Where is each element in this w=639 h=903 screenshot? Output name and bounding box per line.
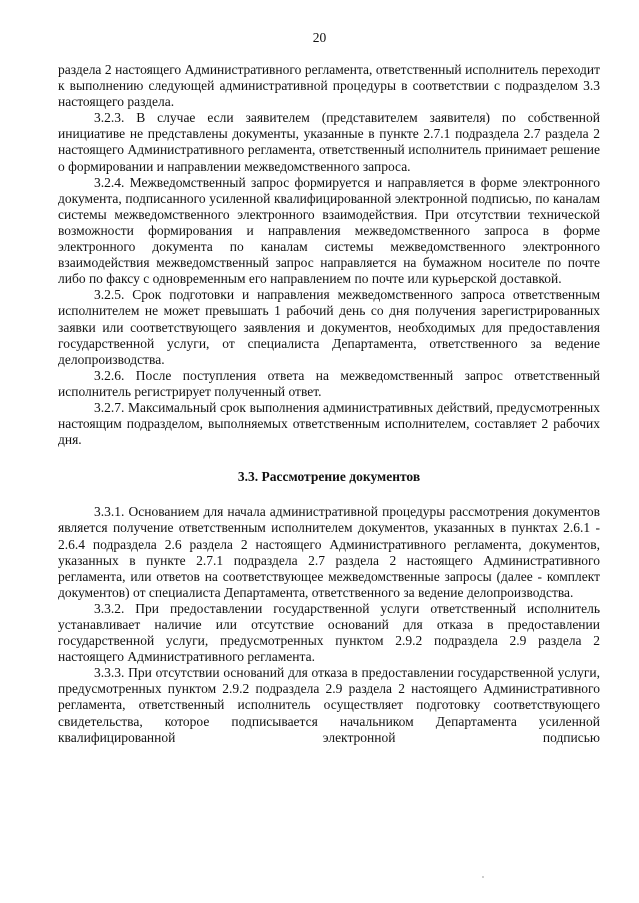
document-body — [58, 62, 600, 746]
page-number: 20 — [312, 30, 327, 45]
paragraph-3-2-7: 3.2.7. Максимальный срок выполнения административных действий, предусмотренных настоящим подразделом, выполняемых ответственным исполнителем, составляет 2 рабочих дня. — [58, 399, 600, 448]
paragraph-3-2-3: 3.2.3. В случае если заявителем (представителем заявителя) по собственной инициативе не представлены документы, указанные в пункте 2.7.1 подраздела 2.7 раздела 2 настоящего Административного регламента, ответственный исполнитель принимает решение о формировании и направлении межведомственного запроса. — [58, 110, 600, 174]
paragraph-3-2-4: 3.2.4. Межведомственный запрос формируется и направляется в форме электронного документа, подписанного усиленной квалифицированной электронной подписью, по каналам системы межведомственного электронного взаимодействия. При отсутствии технической возможности формирования и направления межведомственного запроса в форме электронного документа по каналам системы межведомственного электронного взаимодействия межведомственный запрос направляется на бумажном носителе по почте либо по факсу с одновременным его направлением по почте или курьерской доставкой. — [58, 174, 600, 287]
section-heading: 3.3. Рассмотрение документов — [237, 469, 421, 485]
paragraph-3-3-1: 3.3.1. Основанием для начала административной процедуры рассмотрения документов является получение ответственным исполнителем документов, указанных в пунктах 2.6.1 - 2.6.4 подраздела 2.6 раздела 2 настоящего Административного регламента, документов, указанных в пункте 2.7.1 подраздела 2.7 раздела 2 настоящего Административного регламента, или ответов на соответствующее межведомственные запросы (далее - комплект документов) от специалиста Департамента, ответственного за ведение делопроизводства. — [58, 504, 600, 600]
paragraph-3-2-6: 3.2.6. После поступления ответа на межведомственный запрос ответственный исполнитель регистрирует полученный ответ. — [58, 367, 600, 399]
paragraph-3-3-2: 3.3.2. При предоставлении государственной услуги ответственный исполнитель устанавливает наличие или отсутствие оснований для отказа в предоставлении государственной услуги, предусмотренных пунктом 2.9.2 подраздела 2.9 раздела 2 настоящего Административного регламента. — [58, 600, 600, 665]
paragraph-3-2-5: 3.2.5. Срок подготовки и направления межведомственного запроса ответственным исполнителем не может превышать 1 рабочий день со дня получения зарегистрированных заявки или соответствующего заявления и документов, необходимых для предоставления государственной услуги, от специалиста Департамента, ответственного за ведение делопроизводства. — [58, 287, 600, 367]
paragraph-continuation: раздела 2 настоящего Административного регламента, ответственный исполнитель переходит к выполнению следующей административной процедуры в соответствии с подразделом 3.3 настоящего раздела. — [58, 62, 600, 110]
scan-artifact — [482, 876, 484, 878]
paragraph-3-3-3: 3.3.3. При отсутствии оснований для отказа в предоставлении государственной услуги, предусмотренных пунктом 2.9.2 подраздела 2.9 раздела 2 настоящего Административного регламента, ответственный исполнитель осуществляет подготовку соответствующего свидетельства, которое подписывается начальником Департамента усиленной квалифицированной электронной подписью — [58, 665, 600, 745]
